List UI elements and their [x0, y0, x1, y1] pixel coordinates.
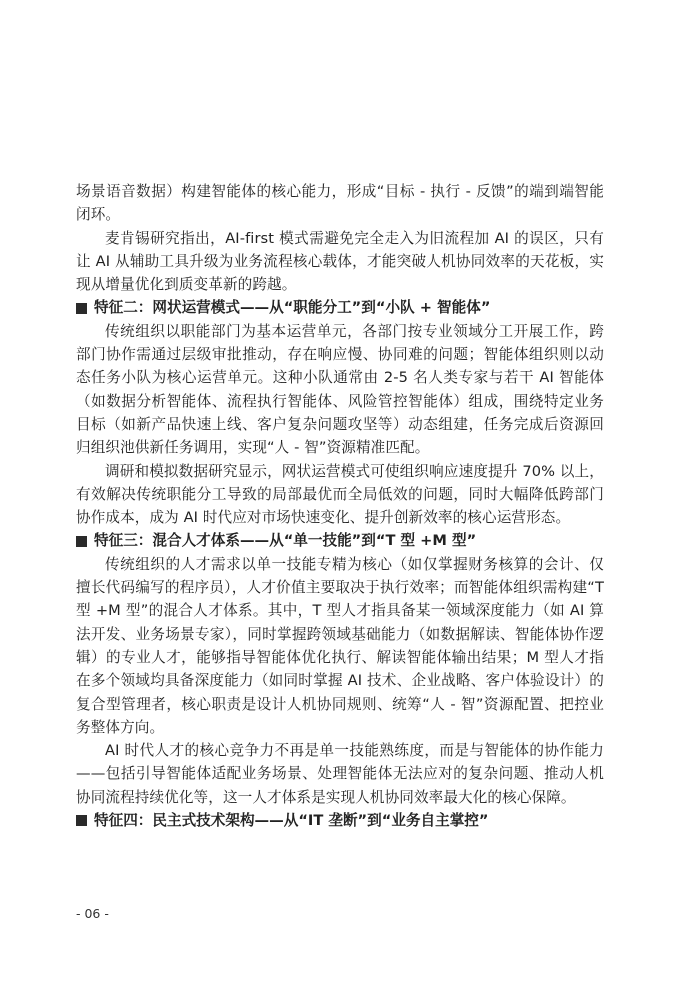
paragraph-closing-loop: 场景语音数据）构建智能体的核心能力，形成“目标 - 执行 - 反馈”的端到端智能闭环。 — [76, 183, 604, 224]
square-bullet-icon — [76, 815, 87, 826]
section-heading-text: 特征三：混合人才体系——从“单一技能”到“T 型 +M 型” — [94, 532, 477, 550]
section-heading-text: 特征二：网状运营模式——从“职能分工”到“小队 + 智能体” — [94, 299, 491, 317]
square-bullet-icon — [76, 303, 87, 314]
paragraph-network-research: 调研和模拟数据研究显示，网状运营模式可使组织响应速度提升 70% 以上，有效解决传统职能分工导致的局部最优而全局低效的问题，同时大幅降低跨部门协作成本，成为 AI 时代应对市场快速变化、提升创新效率的核心运营形态。 — [76, 462, 604, 527]
section-heading-text: 特征四：民主式技术架构——从“IT 垄断”到“业务自主掌控” — [94, 812, 489, 830]
section-heading-feature-three — [76, 529, 604, 552]
paragraph-hybrid-talent: 传统组织的人才需求以单一技能专精为核心（如仅掌握财务核算的会计、仅擅长代码编写的程序员），人才价值主要取决于执行效率；而智能体组织需构建“T 型 +M 型”的混合人才体系。其中，T 型人才指具备某一领域深度能力（如 AI 算法开发、业务场景专家），同时掌握跨领域基础能力（如数据解读、智能体协作逻辑）的专业人才，能够指导智能体优化执行、解读智能体输出结果；M 型人才指在多个领域均具备深度能力（如同时掌握 AI 技术、企业战略、客户体验设计）的复合型管理者，核心职责是设计人机协同规则、统筹“人 - 智”资源配置、把控业务整体方向。 — [76, 555, 604, 736]
section-heading-feature-four — [76, 809, 604, 832]
paragraph-talent-competitiveness: AI 时代人才的核心竞争力不再是单一技能熟练度，而是与智能体的协作能力——包括引导智能体适配业务场景、处理智能体无法应对的复杂问题、推动人机协同流程持续优化等，这一人才体系是实现人机协同效率最大化的核心保障。 — [76, 742, 604, 806]
square-bullet-icon — [76, 536, 87, 547]
document-body — [76, 180, 604, 832]
page-number: - 06 - — [76, 906, 109, 921]
paragraph-mckinsey-research: 麦肯锡研究指出，AI-first 模式需避免完全走入为旧流程加 AI 的误区，只有让 AI 从辅助工具升级为业务流程核心载体，才能突破人机协同效率的天花板，实现从增量优化到质变革新的跨越。 — [76, 229, 604, 294]
paragraph-network-operations: 传统组织以职能部门为基本运营单元，各部门按专业领域分工开展工作，跨部门协作需通过层级审批推动，存在响应慢、协同难的问题；智能体组织则以动态任务小队为核心运营单元。这种小队通常由 2-5 名人类专家与若干 AI 智能体（如数据分析智能体、流程执行智能体、风险管控智能体）组成，围绕特定业务目标（如新产品快速上线、客户复杂问题攻坚等）动态组建，任务完成后资源回归组织池供新任务调用，实现“人 - 智”资源精准匹配。 — [76, 322, 604, 457]
section-heading-feature-two — [76, 296, 604, 319]
